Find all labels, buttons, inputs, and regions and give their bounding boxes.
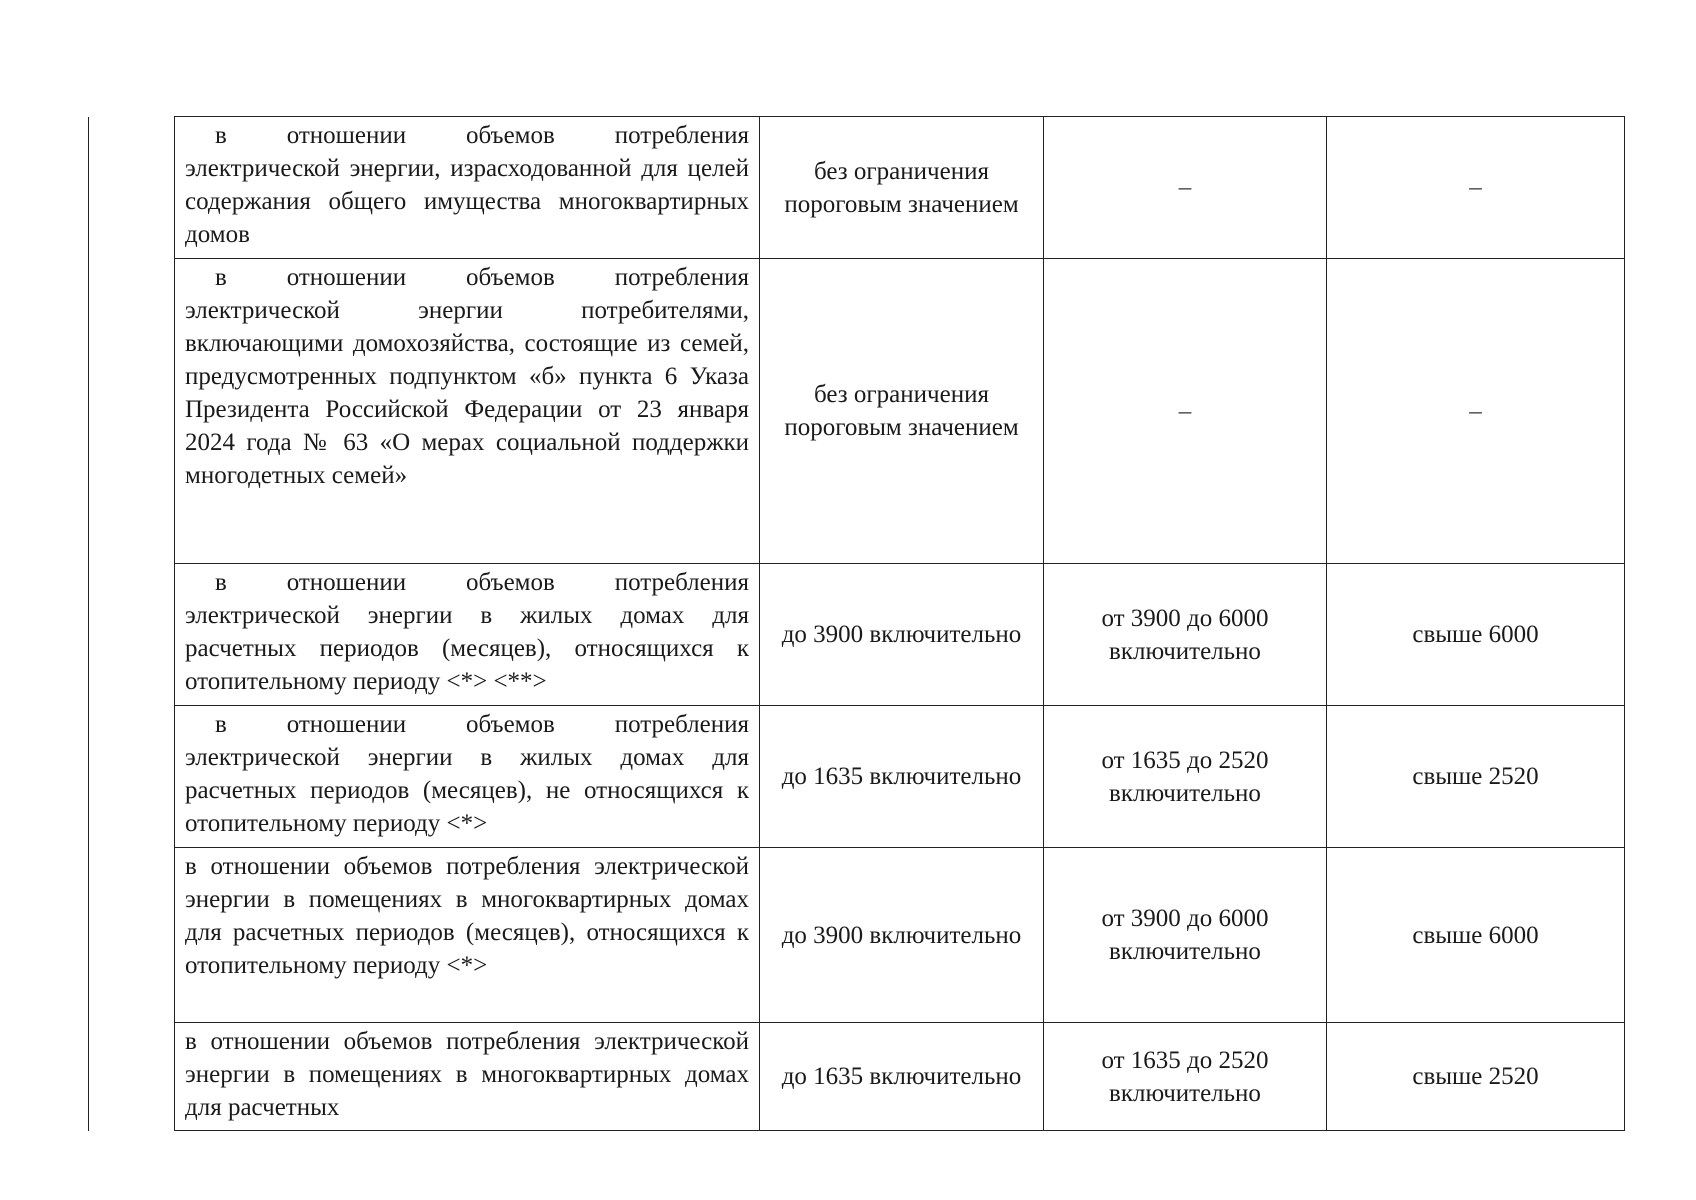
row-number-cell bbox=[89, 117, 175, 1131]
range-1-cell: до 3900 включительно bbox=[760, 848, 1044, 1023]
range-1-cell: без ограничения пороговым значением bbox=[760, 117, 1044, 259]
table-row bbox=[89, 706, 1625, 848]
range-3-cell: – bbox=[1327, 117, 1625, 259]
range-1-cell: до 1635 включительно bbox=[760, 1023, 1044, 1131]
description-cell bbox=[175, 1023, 760, 1131]
range-2-cell: – bbox=[1044, 259, 1327, 564]
description-cell bbox=[175, 117, 760, 259]
range-3-cell: свыше 2520 bbox=[1327, 1023, 1625, 1131]
range-2-cell: – bbox=[1044, 117, 1327, 259]
range-2-cell: от 1635 до 2520 включительно bbox=[1044, 706, 1327, 848]
range-3-cell: – bbox=[1327, 259, 1625, 564]
range-1-cell: до 1635 включительно bbox=[760, 706, 1044, 848]
description-cell bbox=[175, 848, 760, 1023]
range-3-cell: свыше 2520 bbox=[1327, 706, 1625, 848]
range-1-cell: до 3900 включительно bbox=[760, 564, 1044, 706]
table-row bbox=[89, 564, 1625, 706]
range-2-cell: от 3900 до 6000 включительно bbox=[1044, 848, 1327, 1023]
description-text: в отношении объемов потребления электрической энергии, израсходованной для целей содержания общего имущества многоквартирных домов bbox=[185, 122, 749, 248]
consumption-thresholds-table bbox=[88, 116, 1625, 1131]
description-cell bbox=[175, 706, 760, 848]
description-text: в отношении объемов потребления электрической энергии в помещениях в многоквартирных домах для расчетных bbox=[185, 1028, 749, 1121]
table-row bbox=[89, 848, 1625, 1023]
range-2-cell: от 3900 до 6000 включительно bbox=[1044, 564, 1327, 706]
range-3-cell: свыше 6000 bbox=[1327, 848, 1625, 1023]
table-row bbox=[89, 259, 1625, 564]
description-text: в отношении объемов потребления электрической энергии потребителями, включающими домохозяйства, состоящие из семей, предусмотренных подпунктом «б» пункта 6 Указа Президента Российской Федерации от 23 января 2024 года № 63 «О мерах социальной поддержки многодетных семей» bbox=[185, 264, 749, 489]
description-cell bbox=[175, 259, 760, 564]
table-row bbox=[89, 117, 1625, 259]
range-3-cell: свыше 6000 bbox=[1327, 564, 1625, 706]
range-2-cell: от 1635 до 2520 включительно bbox=[1044, 1023, 1327, 1131]
range-1-cell: без ограничения пороговым значением bbox=[760, 259, 1044, 564]
description-cell bbox=[175, 564, 760, 706]
table-row bbox=[89, 1023, 1625, 1131]
description-text: в отношении объемов потребления электрической энергии в жилых домах для расчетных периодов (месяцев), не относящихся к отопительному периоду <*> bbox=[185, 711, 749, 837]
description-text: в отношении объемов потребления электрической энергии в жилых домах для расчетных периодов (месяцев), относящихся к отопительному периоду <*> <**> bbox=[185, 569, 749, 695]
description-text: в отношении объемов потребления электрической энергии в помещениях в многоквартирных домах для расчетных периодов (месяцев), относящихся к отопительному периоду <*> bbox=[185, 853, 749, 979]
